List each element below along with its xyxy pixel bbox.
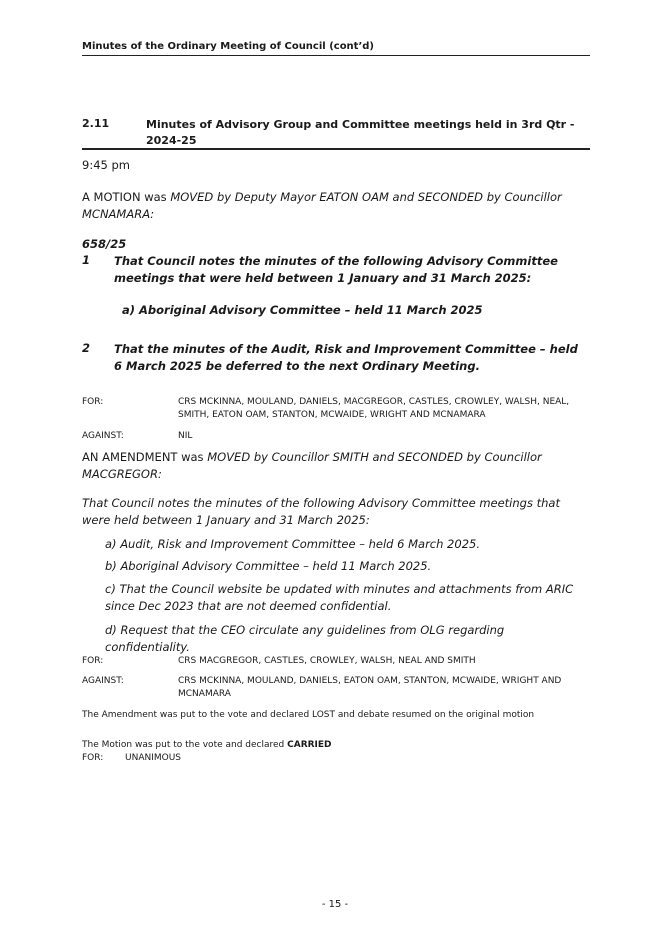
motion-result — [82, 739, 587, 752]
amendment-item: c) That the Council website be updated with minutes and attachments from ARIC since Dec 2023 that are not deemed confidential. — [105, 582, 574, 613]
motion-result-plain: The Motion was put to the vote and declared — [82, 740, 288, 750]
motion-intro-movers: MOVED by Deputy Mayor EATON OAM and SECONDED by Councillor MCNAMARA: — [82, 190, 562, 221]
item-title: Minutes of Advisory Group and Committee meetings held in 3rd Qtr - 2024-25 — [146, 118, 575, 147]
amendment-for-value: CRS MACGREGOR, CASTLES, CROWLEY, WALSH, NEAL AND SMITH — [178, 656, 476, 666]
motion-subpoint: a) Aboriginal Advisory Committee – held 11 March 2025 — [122, 303, 483, 317]
amendment-intro — [82, 449, 562, 483]
amendment-against-label: AGAINST: — [82, 676, 124, 686]
meeting-time: 9:45 pm — [82, 158, 130, 172]
page-header: Minutes of the Ordinary Meeting of Council (cont’d) — [82, 41, 374, 52]
amendment-intro-plain: AN AMENDMENT was — [82, 450, 208, 464]
amendment-item: b) Aboriginal Advisory Committee – held 11 March 2025. — [105, 559, 432, 573]
resolution-number: 658/25 — [82, 237, 127, 251]
motion-intro-plain: A MOTION was — [82, 190, 171, 204]
item-rule — [82, 148, 590, 150]
amendment-item: d) Request that the CEO circulate any guidelines from OLG regarding confidentiality. — [105, 623, 505, 654]
motion-point-number: 1 — [82, 253, 91, 267]
final-for-value: UNANIMOUS — [125, 753, 182, 763]
amendment-for-label: FOR: — [82, 656, 104, 666]
motion-result-status: CARRIED — [287, 740, 332, 750]
header-rule — [82, 55, 590, 56]
final-for-label: FOR: — [82, 753, 104, 763]
amendment-text: That Council notes the minutes of the following Advisory Committee meetings that were held between 1 January and 31 March 2025: — [82, 496, 560, 527]
page-number: - 15 - — [321, 899, 349, 910]
item-number: 2.11 — [82, 117, 110, 130]
motion-point-number: 2 — [82, 341, 91, 355]
motion-point-text: That Council notes the minutes of the following Advisory Committee meetings that were held between 1 January and 31 March 2025: — [114, 254, 558, 285]
motion-for-label: FOR: — [82, 397, 104, 407]
motion-for-value: CRS MCKINNA, MOULAND, DANIELS, MACGREGOR, CASTLES, CROWLEY, WALSH, NEAL, SMITH, EATON OAM, STANTON, MCWAIDE, WRIGHT AND MCNAMARA — [178, 397, 570, 420]
motion-against-label: AGAINST: — [82, 431, 124, 441]
amendment-item: a) Audit, Risk and Improvement Committee – held 6 March 2025. — [105, 537, 480, 551]
amendment-result: The Amendment was put to the vote and declared LOST and debate resumed on the original motion — [82, 710, 535, 720]
motion-intro — [82, 189, 562, 223]
amendment-against-value: CRS MCKINNA, MOULAND, DANIELS, EATON OAM, STANTON, MCWAIDE, WRIGHT AND MCNAMARA — [178, 676, 562, 699]
amendment-intro-movers: MOVED by Councillor SMITH and SECONDED by Councillor MACGREGOR: — [82, 450, 542, 481]
motion-against-value: NIL — [178, 431, 193, 441]
motion-point-text: That the minutes of the Audit, Risk and Improvement Committee – held 6 March 2025 be deferred to the next Ordinary Meeting. — [114, 342, 578, 373]
